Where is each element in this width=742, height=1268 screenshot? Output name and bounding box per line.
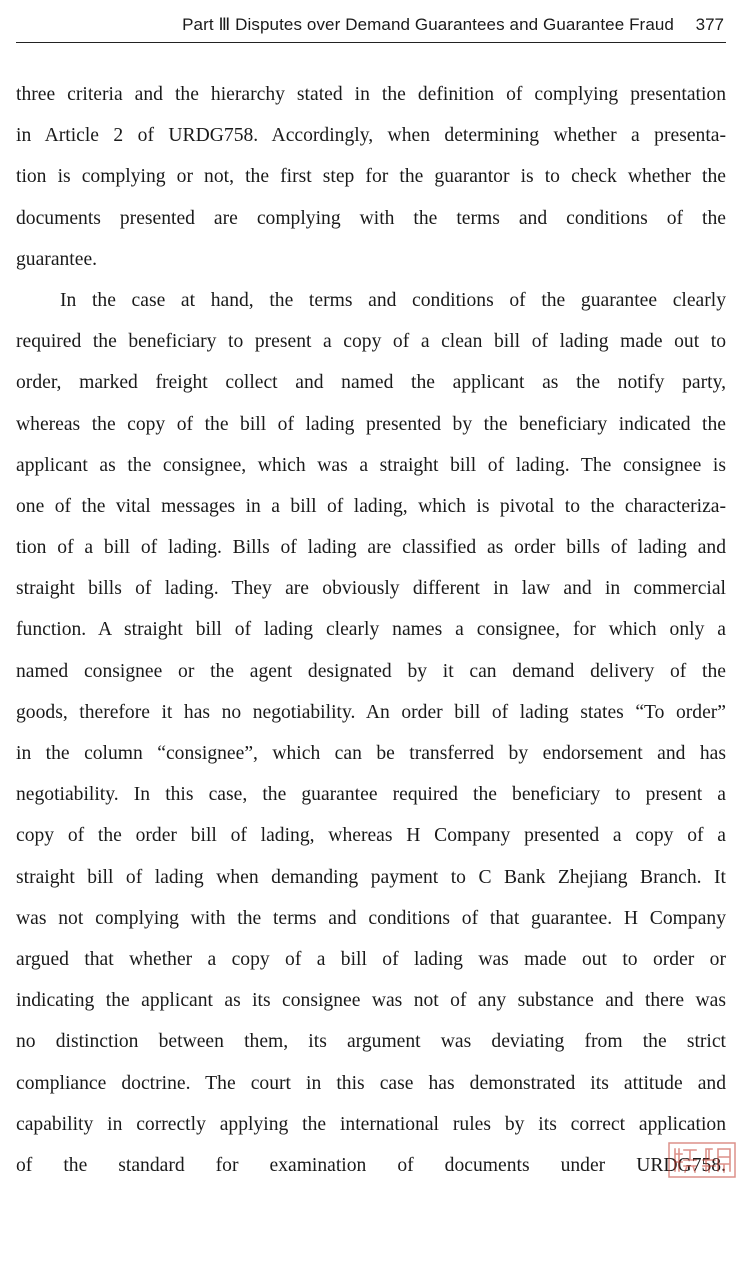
seal-icon (668, 1142, 736, 1178)
text-line: three criteria and the hierarchy stated in the definition of complying presentation (16, 84, 726, 105)
text-line: applicant as the consignee, which was a straight bill of lading. The consignee is (16, 454, 726, 476)
text-line: order, marked freight collect and named the applicant as the notify party, (16, 372, 726, 394)
text-line: In the case at hand, the terms and conditions of the guarantee clearly (60, 289, 726, 311)
text-line: capability in correctly applying the international rules by its correct application (16, 1113, 726, 1135)
text-line: required the beneficiary to present a copy of a clean bill of lading made out to (16, 331, 726, 353)
text-line: tion is complying or not, the first step for the guarantor is to check whether the (16, 166, 726, 188)
header-title: Part Ⅲ Disputes over Demand Guarantees and Guarantee Fraud (182, 15, 674, 34)
paragraph-2 (16, 280, 726, 1268)
text-line: argued that whether a copy of a bill of lading was made out to order or (16, 948, 726, 970)
text-line: straight bill of lading when demanding payment to C Bank Zhejiang Branch. It (16, 866, 726, 888)
text-line: named consignee or the agent designated by it can demand delivery of the (16, 660, 726, 682)
text-line: tion of a bill of lading. Bills of lading are classified as order bills of lading and (16, 537, 726, 559)
paragraph-1 (16, 74, 726, 280)
running-header (16, 10, 726, 43)
text-line: goods, therefore it has no negotiability. An order bill of lading states “To order” (16, 701, 726, 723)
text-line: compliance doctrine. The court in this case has demonstrated its attitude and (16, 1072, 726, 1094)
text-line: was not complying with the terms and conditions of that guarantee. H Company (16, 907, 726, 929)
text-line: documents presented are complying with the terms and conditions of the (16, 207, 726, 229)
text-line: function. A straight bill of lading clearly names a consignee, for which only a (16, 619, 726, 641)
text-line: no distinction between them, its argument was deviating from the strict (16, 1031, 726, 1053)
text-line: one of the vital messages in a bill of lading, which is pivotal to the characteriza- (16, 495, 726, 517)
text-line: in Article 2 of URDG758. Accordingly, when determining whether a presenta- (16, 125, 726, 147)
text-line: negotiability. In this case, the guarantee required the beneficiary to present a (16, 784, 726, 806)
text-line: guarantee. (16, 248, 98, 270)
body-text (16, 74, 726, 1268)
text-line: indicating the applicant as its consignee was not of any substance and there was (16, 990, 726, 1012)
text-line: whereas the copy of the bill of lading presented by the beneficiary indicated the (16, 413, 726, 435)
text-line: in the column “consignee”, which can be transferred by endorsement and has (16, 743, 726, 764)
text-line (16, 1186, 726, 1227)
text-line: of the standard for examination of documents under URDG758. (16, 1154, 726, 1176)
text-line (16, 1227, 726, 1268)
text-line: copy of the order bill of lading, whereas H Company presented a copy of a (16, 825, 726, 847)
text-line: straight bills of lading. They are obviously different in law and in commercial (16, 578, 726, 600)
publisher-seal-stamp (668, 1142, 736, 1178)
page-number: 377 (695, 15, 724, 34)
